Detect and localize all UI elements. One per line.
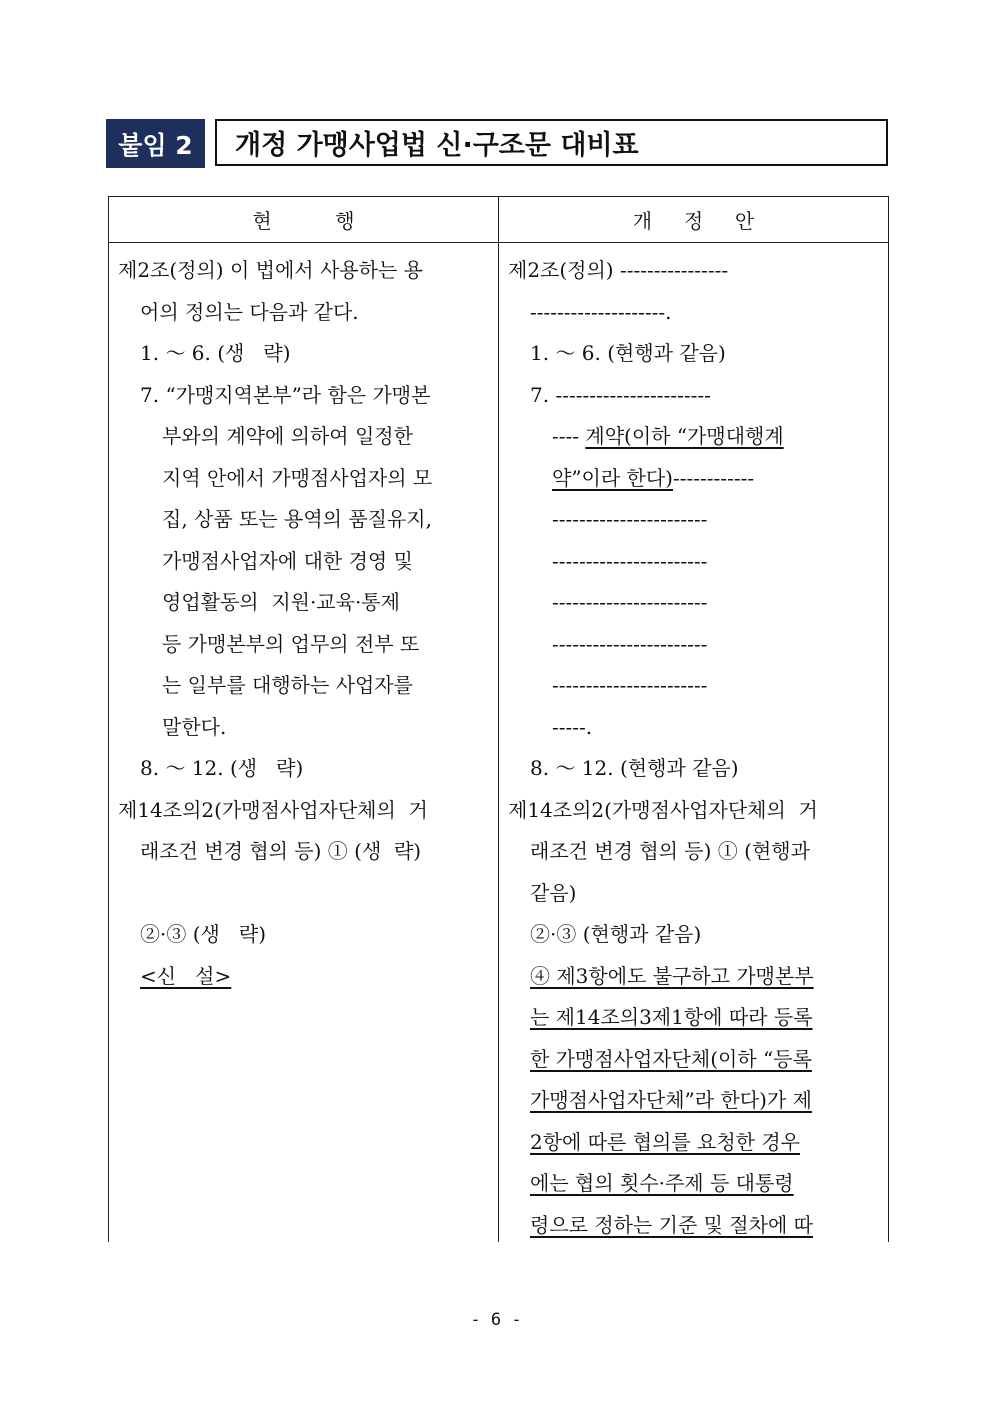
- current-law-line-text: <신 설>: [140, 963, 232, 988]
- revised-law-line-text: 7. -----------------------: [530, 382, 711, 407]
- current-law-line: [118, 582, 490, 624]
- revised-law-line-text: 약”이라 한다): [552, 465, 673, 490]
- revised-law-line-text: 8. ～ 12. (현행과 같음): [530, 756, 739, 780]
- current-law-column: [118, 250, 490, 997]
- current-law-line-text: 제2조(정의) 이 법에서 사용하는 용: [118, 258, 423, 282]
- current-law-line: [118, 748, 490, 790]
- current-law-line-text: 가맹점사업자에 대한 경영 및: [162, 548, 413, 573]
- current-law-line: [118, 292, 490, 334]
- current-law-line-text: 영업활동의 지원·교육·통제: [162, 590, 400, 614]
- revised-law-line: [508, 624, 880, 666]
- current-law-line: [118, 250, 490, 292]
- revised-law-line-text: 가맹점사업자단체”라 한다)가 제: [530, 1088, 812, 1112]
- revised-law-line-text: -----------------------: [552, 590, 708, 614]
- document-title-text: 개정 가맹사업법 신·구조문 대비표: [235, 130, 639, 161]
- current-law-line-text: 말한다.: [162, 714, 227, 739]
- current-law-line-text: 래조건 변경 협의 등) ① (생 략): [140, 839, 422, 863]
- revised-law-line: [508, 250, 880, 292]
- revised-law-line: [508, 873, 880, 915]
- current-law-line-text: 1. ～ 6. (생 략): [140, 341, 291, 365]
- revised-law-line-text: --------------------.: [530, 299, 672, 324]
- current-law-line: [118, 790, 490, 832]
- revised-law-line: [508, 375, 880, 417]
- revised-law-line: [508, 292, 880, 334]
- revised-law-line-text: ②·③ (현행과 같음): [530, 922, 702, 946]
- revised-law-line-text: -----.: [552, 714, 593, 739]
- current-law-line: [118, 831, 490, 873]
- table-border-left: [108, 196, 109, 1242]
- header-revised-law-label: 개 정 안: [632, 208, 755, 233]
- current-law-line-text: 는 일부를 대행하는 사업자를: [162, 673, 413, 697]
- header-current-law: [109, 196, 498, 242]
- revised-law-line: [508, 541, 880, 583]
- revised-law-line-text: 같음): [530, 880, 577, 905]
- current-law-line: [118, 956, 490, 998]
- current-law-line-text: 제14조의2(가맹점사업자단체의 거: [118, 797, 428, 822]
- current-law-line: [118, 541, 490, 583]
- current-law-line: [118, 375, 490, 417]
- current-law-line: [118, 458, 490, 500]
- revised-law-line-text: 1. ～ 6. (현행과 같음): [530, 341, 726, 365]
- revised-law-line: [508, 997, 880, 1039]
- revised-law-line: [508, 914, 880, 956]
- current-law-line-text: 7. “가맹지역본부”라 함은 가맹본: [140, 382, 431, 407]
- revised-law-line: [508, 499, 880, 541]
- revised-law-line-suffix: ------------: [673, 465, 755, 490]
- current-law-line: [118, 333, 490, 375]
- table-column-divider: [498, 196, 499, 1242]
- current-law-line-text: 집, 상품 또는 용역의 품질유지,: [162, 507, 432, 531]
- current-law-line: [118, 499, 490, 541]
- revised-law-line-text: 2항에 따른 협의를 요청한 경우: [530, 1129, 800, 1154]
- revised-law-line: [508, 707, 880, 749]
- page-number: - 6 -: [470, 1310, 522, 1330]
- document-title: [215, 119, 888, 166]
- current-law-line-text: 8. ～ 12. (생 략): [140, 756, 304, 780]
- current-law-line: [118, 416, 490, 458]
- revised-law-line: [508, 458, 880, 500]
- current-law-line-text: 지역 안에서 가맹점사업자의 모: [162, 465, 433, 490]
- revised-law-line: [508, 1122, 880, 1164]
- revised-law-line: [508, 1039, 880, 1081]
- revised-law-line-text: -----------------------: [552, 507, 708, 531]
- revised-law-line-text: 한 가맹점사업자단체(이하 “등록: [530, 1046, 812, 1071]
- revised-law-line: [508, 790, 880, 832]
- header-revised-law: [499, 196, 888, 242]
- current-law-line: [118, 665, 490, 707]
- revised-law-line: [508, 748, 880, 790]
- revised-law-line-prefix: ----: [552, 424, 586, 448]
- revised-law-line-text: -----------------------: [552, 673, 708, 697]
- revised-law-line-text: 제2조(정의) ----------------: [508, 258, 729, 282]
- revised-law-line: [508, 582, 880, 624]
- revised-law-line-text: 는 제14조의3제1항에 따라 등록: [530, 1005, 813, 1029]
- revised-law-line: [508, 1205, 880, 1247]
- current-law-line-text: 등 가맹본부의 업무의 전부 또: [162, 631, 420, 656]
- current-law-line: [118, 707, 490, 749]
- revised-law-line: [508, 665, 880, 707]
- revised-law-column: [508, 250, 880, 1246]
- current-law-line-text: ②·③ (생 략): [140, 922, 267, 946]
- header-current-law-label: 현 행: [252, 208, 355, 233]
- table-border-right: [888, 196, 889, 1242]
- revised-law-line: [508, 333, 880, 375]
- revised-law-line: [508, 1163, 880, 1205]
- revised-law-line-text: 계약(이하 “가맹대행계: [585, 424, 784, 448]
- revised-law-line: [508, 416, 880, 458]
- attachment-badge: 붙임 2: [106, 119, 205, 168]
- revised-law-line-text: 래조건 변경 협의 등) ① (현행과: [530, 839, 810, 863]
- revised-law-line: [508, 831, 880, 873]
- revised-law-line-text: 제14조의2(가맹점사업자단체의 거: [508, 797, 818, 822]
- current-law-line-text: 부와의 계약에 의하여 일정한: [162, 424, 413, 448]
- revised-law-line: [508, 1080, 880, 1122]
- revised-law-line-text: 령으로 정하는 기준 및 절차에 따: [530, 1212, 813, 1237]
- revised-law-line-text: -----------------------: [552, 631, 708, 656]
- revised-law-line-text: 에는 협의 횟수·주제 등 대통령: [530, 1171, 794, 1195]
- revised-law-line: [508, 956, 880, 998]
- current-law-line: [118, 914, 490, 956]
- current-law-line: [118, 624, 490, 666]
- revised-law-line-text: ④ 제3항에도 불구하고 가맹본부: [530, 963, 814, 988]
- current-law-line: [118, 873, 490, 915]
- revised-law-line-text: -----------------------: [552, 548, 708, 573]
- current-law-line-text: 어의 정의는 다음과 같다.: [140, 299, 359, 324]
